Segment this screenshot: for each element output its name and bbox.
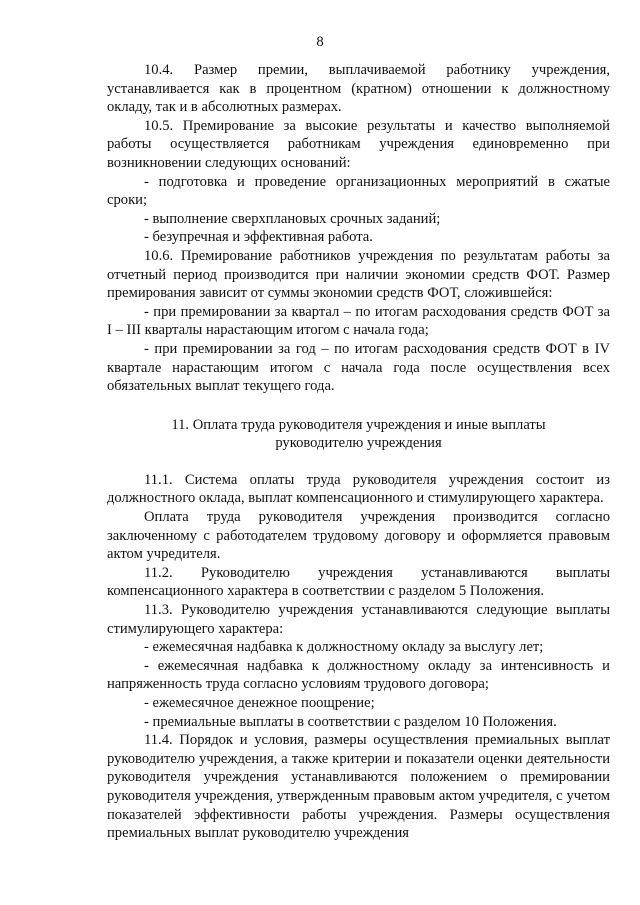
list-item: - подготовка и проведение организационных мероприятий в сжатые сроки; [107, 173, 610, 209]
list-item: - премиальные выплаты в соответствии с разделом 10 Положения. [144, 713, 557, 730]
paragraph-10-5: 10.5. Премирование за высокие результаты и качество выполняемой работы осуществляется работникам учреждения единовременно при возникновении следующих оснований: [107, 117, 610, 171]
list-item: - выполнение сверхплановых срочных заданий; [144, 210, 441, 227]
paragraph-11-3: 11.3. Руководителю учреждения устанавливаются следующие выплаты стимулирующего характера: [107, 602, 610, 637]
list-item: - ежемесячная надбавка к должностному окладу за интенсивность и напряженность труда согласно условиям трудового договора; [107, 657, 610, 693]
section-title-line-2: руководителю учреждения [275, 435, 442, 452]
document-body [107, 61, 610, 843]
paragraph-11-1: 11.1. Система оплаты труда руководителя учреждения состоит из должностного оклада, выплат компенсационного и стимулирующего характера. [107, 471, 610, 507]
paragraph-10-6: 10.6. Премирование работников учреждения по результатам работы за отчетный период производится при наличии экономии средств ФОТ. Размер премирования зависит от суммы экономии средств ФОТ, сложившейся: [107, 247, 610, 302]
list-item: - при премировании за квартал – по итогам расходования средств ФОТ за I – III кварталы нарастающим итогом с начала года; [107, 303, 610, 339]
list-item: - ежемесячная надбавка к должностному окладу за выслугу лет; [144, 639, 544, 656]
paragraph-11-4: 11.4. Порядок и условия, размеры осуществления премиальных выплат руководителю учреждения, а также критерии и показатели оценки деятельности руководителя учреждения устанавливаются положением о премировании руководителя учреждения, утвержденным правовым актом учредителя, с учетом показателей эффективности работы учреждения. Размеры осуществления премиальных выплат руководителю учреждения [107, 732, 610, 842]
section-title-line-1: 11. Оплата труда руководителя учреждения и иные выплаты [171, 416, 546, 433]
page-number: 8 [316, 34, 324, 50]
list-item: - безупречная и эффективная работа. [144, 229, 373, 246]
paragraph: Оплата труда руководителя учреждения производится согласно заключенному с работодателем трудовому договору и оформляется правовым актом учредителя. [107, 509, 610, 563]
paragraph-11-2: 11.2. Руководителю учреждения устанавливаются выплаты компенсационного характера в соответствии с разделом 5 Положения. [107, 564, 610, 600]
paragraph-10-4: 10.4. Размер премии, выплачиваемой работнику учреждения, устанавливается как в процентном (кратном) отношении к должностному окладу, так и в абсолютных размерах. [107, 62, 610, 116]
list-item: - при премировании за год – по итогам расходования средств ФОТ в IV квартале нарастающим итогом с начала года после осуществления всех обязательных выплат текущего года. [107, 340, 610, 395]
list-item: - ежемесячное денежное поощрение; [144, 695, 375, 711]
